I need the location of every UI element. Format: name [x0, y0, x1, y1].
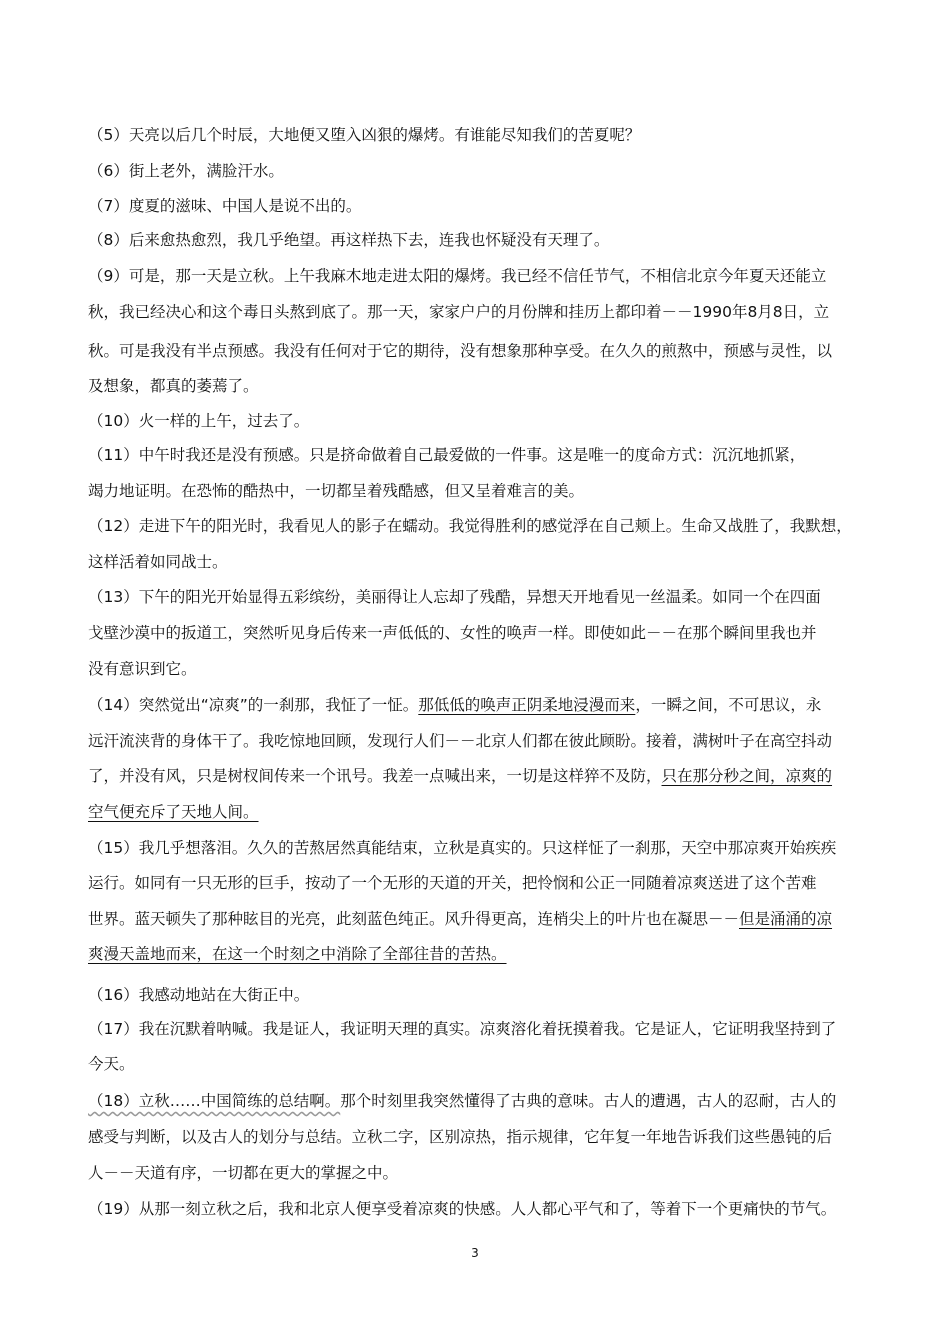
paragraph-14-line-1	[88, 688, 868, 722]
paragraph-9-line-4: 及想象，都真的萎蔫了。	[88, 377, 259, 395]
paragraph-12-line-2: 这样活着如同战士。	[88, 553, 228, 571]
p14-underlined-1: 那低低的唤声正阴柔地浸漫而来	[418, 696, 636, 714]
paragraph-9-line-3: 秋。可是我没有半点预感。我没有任何对于它的期待，没有想象那种享受。在久久的煎熬中，预感与灵性，以	[88, 342, 833, 360]
paragraph-17-line-1: （17）我在沉默着呐喊。我是证人，我证明天理的真实。凉爽溶化着抚摸着我。它是证人，它证明我坚持到了	[88, 1020, 837, 1038]
paragraph-5: （5）天亮以后几个时辰，大地便又堕入凶狠的爆烤。有谁能尽知我们的苦夏呢？	[88, 126, 641, 144]
paragraph-11-line-2: 竭力地证明。在恐怖的酷热中，一切都呈着残酷感，但又呈着难言的美。	[88, 482, 585, 500]
paragraph-6: （6）街上老外，满脸汗水。	[88, 162, 284, 180]
paragraph-13-line-2: 戈壁沙漠中的扳道工，突然听见身后传来一声低低的、女性的唤声一样。即使如此－－在那个瞬间里我也并	[88, 624, 817, 642]
p14-text-c: 了，并没有风，只是树杈间传来一个讯号。我差一点喊出来，一切是这样猝不及防，	[88, 767, 662, 785]
paragraph-19: （19）从那一刻立秋之后，我和北京人便享受着凉爽的快感。人人都心平气和了，等着下一个更痛快的节气。	[88, 1200, 837, 1218]
p14-underlined-3: 空气便充斥了天地人间。	[88, 803, 259, 821]
paragraph-18-line-3: 人－－天道有序，一切都在更大的掌握之中。	[88, 1164, 399, 1182]
paragraph-15-line-2: 运行。如同有一只无形的巨手，按动了一个无形的天道的开关，把怜悯和公正一同随着凉爽送进了这个苦难	[88, 874, 817, 892]
paragraph-16: （16）我感动地站在大街正中。	[88, 986, 310, 1004]
p15-underlined-1: 但是涌涌的凉	[739, 910, 833, 928]
paragraph-13-line-3: 没有意识到它。	[88, 660, 197, 678]
paragraph-15-line-3	[88, 902, 868, 936]
paragraph-13-line-1: （13）下午的阳光开始显得五彩缤纷，美丽得让人忘却了残酷，异想天开地看见一丝温柔。如同一个在四面	[88, 588, 821, 606]
p14-text-b: ，一瞬之间，不可思议，永	[635, 696, 822, 714]
paragraph-15-line-4	[88, 937, 868, 971]
paragraph-9-line-1: （9）可是，那一天是立秋。上午我麻木地走进太阳的爆烤。我已经不信任节气，不相信北京今年夏天还能立	[88, 267, 827, 285]
paragraph-8: （8）后来愈热愈烈，我几乎绝望。再这样热下去，连我也怀疑没有天理了。	[88, 231, 610, 249]
paragraph-18-line-1	[88, 1084, 868, 1118]
p14-text-a: （14）突然觉出“凉爽”的一刹那，我怔了一怔。	[88, 696, 419, 714]
paragraph-18-line-2: 感受与判断，以及古人的划分与总结。立秋二字，区别凉热，指示规律，它年复一年地告诉我们这些愚钝的后	[88, 1128, 833, 1146]
paragraph-15-line-1: （15）我几乎想落泪。久久的苦熬居然真能结束，立秋是真实的。只这样怔了一刹那，天空中那凉爽开始疾疾	[88, 839, 837, 857]
paragraph-12-line-1: （12）走进下午的阳光时，我看见人的影子在蠕动。我觉得胜利的感觉浮在自己颊上。生命又战胜了，我默想，	[88, 517, 852, 535]
p18-wavy-underlined: （18）立秋……中国简练的总结啊。	[88, 1092, 341, 1110]
paragraph-7: （7）度夏的滋味、中国人是说不出的。	[88, 197, 362, 215]
p14-underlined-2: 只在那分秒之间，凉爽的	[661, 767, 833, 785]
paragraph-14-line-3	[88, 759, 868, 793]
p15-text-a: 世界。蓝天顿失了那种眩目的光亮，此刻蓝色纯正。风升得更高，连梢尖上的叶片也在凝思－－	[88, 910, 740, 928]
paragraph-9-line-2: 秋，我已经决心和这个毒日头熬到底了。那一天，家家户户的月份牌和挂历上都印着－－1990年8月8日，立	[88, 303, 830, 321]
p18-text-b: 那个时刻里我突然懂得了古典的意味。古人的遭遇，古人的忍耐，古人的	[340, 1092, 837, 1110]
paragraph-14-line-2: 远汗流浃背的身体干了。我吃惊地回顾，发现行人们－－北京人们都在彼此顾盼。接着，满树叶子在高空抖动	[88, 732, 833, 750]
paragraph-17-line-2: 今天。	[88, 1055, 135, 1073]
p15-underlined-2: 爽漫天盖地而来，在这一个时刻之中消除了全部往昔的苦热。	[88, 945, 507, 963]
page-number: 3	[471, 1246, 479, 1260]
paragraph-11-line-1: （11）中午时我还是没有预感。只是挤命做着自己最爱做的一件事。这是唯一的度命方式：沉沉地抓紧，	[88, 446, 806, 464]
paragraph-10: （10）火一样的上午，过去了。	[88, 412, 310, 430]
paragraph-14-line-4	[88, 795, 868, 829]
